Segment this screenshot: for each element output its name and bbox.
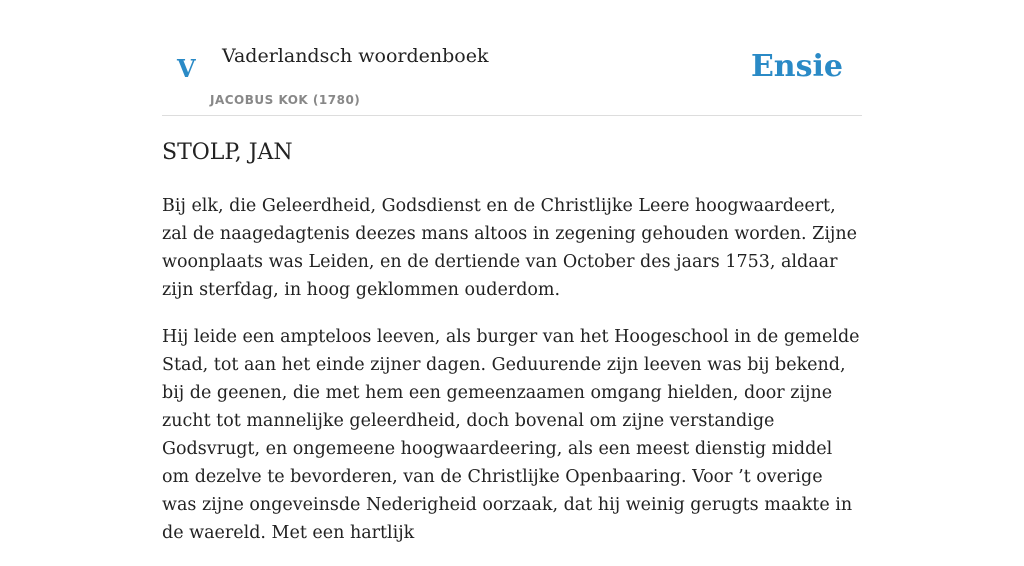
content-container [162,0,862,543]
ensie-logo-link[interactable]: Ensie [750,49,843,84]
book-title-link[interactable]: Vaderlandsch woordenboek [222,45,489,67]
author-label: JACOBUS KOK (1780) [210,93,361,107]
header [162,0,862,116]
entry-body [162,192,862,566]
entry-title: STOLP, JAN [162,140,293,165]
entry-paragraph-1: Bij elk, die Geleerdheid, Godsdienst en de Christlijke Leere hoogwaardeert, zal de naagedagtenis deezes mans altoos in zegening gehouden worden. Zijne woonplaats was Leiden, en de dertiende van October des jaars 1753, aldaar zijn sterfdag, in hoog geklommen ouderdom. [162,196,857,300]
entry-paragraph-2: Hij leide een ampteloos leeven, als burger van het Hoogeschool in de gemelde Stad, tot aan het einde zijner dagen. Geduurende zijn leeven was bij bekend, bij de geenen, die met hem een gemeenzaamen omgang hielden, door zijne zucht tot mannelijke geleerdheid, doch bovenal om zijne verstandige Godsvrugt, en ongemeene hoogwaardeering, als een meest dienstig middel om dezelve te bevorderen, van de Christlijke Openbaaring. Voor ’t overige was zijne ongeveinsde Nederigheid oorzaak, dat hij weinig gerugts maakte in de waereld. Met een hartlijk [162,327,860,543]
index-letter-link[interactable]: V [177,54,196,83]
